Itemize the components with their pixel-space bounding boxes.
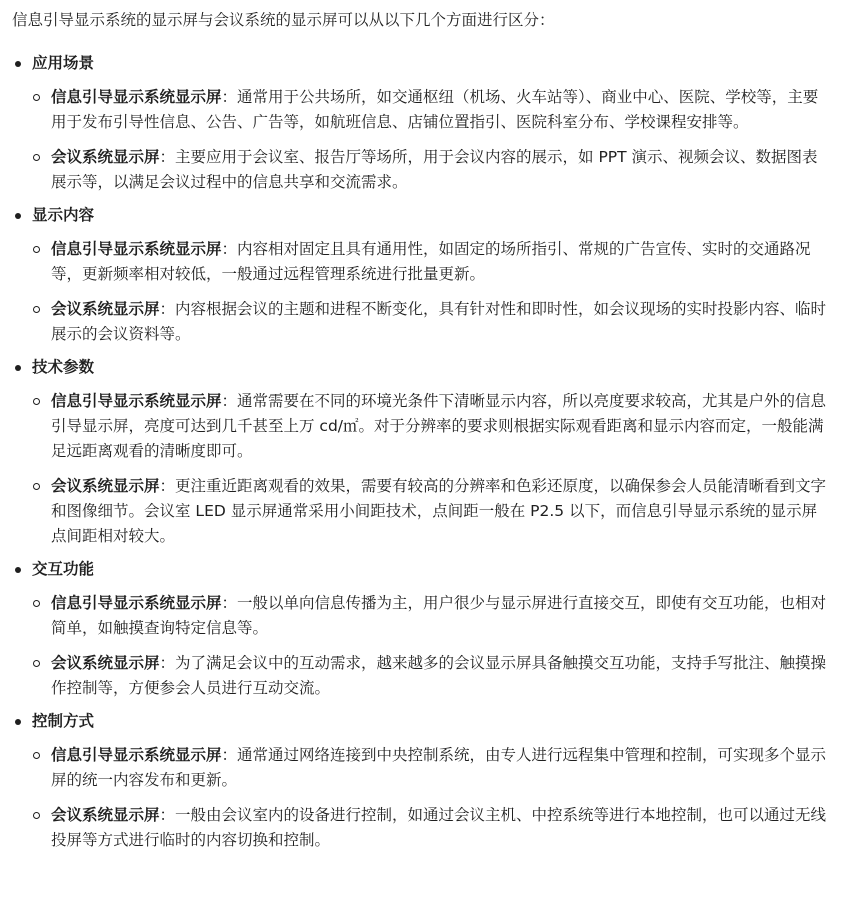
item-label: 会议系统显示屏 [51,300,160,318]
list-item [32,237,827,287]
item-list [32,389,827,549]
item-label: 会议系统显示屏 [51,477,160,495]
item-label: 信息引导显示系统显示屏 [51,594,222,612]
list-item [32,297,827,347]
item-text: ：通常用于公共场所，如交通枢纽（机场、火车站等）、商业中心、医院、学校等，主要用于发布引导性信息、公告、广告等，如航班信息、店铺位置指引、医院科室分布、学校课程安排等。 [51,88,819,131]
section-application-scenario [12,51,827,195]
item-label: 信息引导显示系统显示屏 [51,88,222,106]
section-list [12,51,827,853]
item-text: ：为了满足会议中的互动需求，越来越多的会议显示屏具备触摸交互功能，支持手写批注、触摸操作控制等，方便参会人员进行互动交流。 [51,654,827,697]
item-label: 会议系统显示屏 [51,654,160,672]
list-item [32,145,827,195]
item-label: 信息引导显示系统显示屏 [51,240,222,258]
section-title: 显示内容 [32,206,95,224]
item-text: ：通常需要在不同的环境光条件下清晰显示内容，所以亮度要求较高，尤其是户外的信息引导显示屏，亮度可达到几千甚至上万 cd/㎡。对于分辨率的要求则根据实际观看距离和显示内容而定，一般能满足远距离观看的清晰度即可。 [51,392,827,460]
item-list [32,85,827,195]
item-text: ：一般由会议室内的设备进行控制，如通过会议主机、中控系统等进行本地控制，也可以通过无线投屏等方式进行临时的内容切换和控制。 [51,806,827,849]
item-label: 信息引导显示系统显示屏 [51,392,222,410]
item-text: ：主要应用于会议室、报告厅等场所，用于会议内容的展示，如 PPT 演示、视频会议、数据图表展示等，以满足会议过程中的信息共享和交流需求。 [51,148,818,191]
item-text: ：内容根据会议的主题和进程不断变化，具有针对性和即时性，如会议现场的实时投影内容、临时展示的会议资料等。 [51,300,827,343]
section-title: 技术参数 [32,358,95,376]
section-interaction [12,557,827,701]
item-text: ：更注重近距离观看的效果，需要有较高的分辨率和色彩还原度，以确保参会人员能清晰看到文字和图像细节。会议室 LED 显示屏通常采用小间距技术，点间距一般在 P2.5 以下，而信息引导显示系统的显示屏点间距相对较大。 [51,477,827,545]
intro-text: 信息引导显示系统的显示屏与会议系统的显示屏可以从以下几个方面进行区分： [12,11,555,29]
section-display-content [12,203,827,347]
list-item [32,389,827,464]
section-technical-parameters [12,355,827,549]
item-text: ：一般以单向信息传播为主，用户很少与显示屏进行直接交互，即使有交互功能，也相对简单，如触摸查询特定信息等。 [51,594,827,637]
list-item [32,651,827,701]
item-list [32,237,827,347]
list-item [32,803,827,853]
item-text: ：通常通过网络连接到中央控制系统，由专人进行远程集中管理和控制，可实现多个显示屏的统一内容发布和更新。 [51,746,827,789]
item-label: 会议系统显示屏 [51,806,160,824]
item-text: ：内容相对固定且具有通用性，如固定的场所指引、常规的广告宣传、实时的交通路况等，更新频率相对较低，一般通过远程管理系统进行批量更新。 [51,240,811,283]
section-title: 应用场景 [32,54,95,72]
item-list [32,591,827,701]
section-control-method [12,709,827,853]
list-item [32,743,827,793]
list-item [32,85,827,135]
list-item [32,591,827,641]
item-label: 信息引导显示系统显示屏 [51,746,222,764]
section-title: 交互功能 [32,560,95,578]
item-label: 会议系统显示屏 [51,148,160,166]
item-list [32,743,827,853]
list-item [32,474,827,549]
section-title: 控制方式 [32,712,95,730]
